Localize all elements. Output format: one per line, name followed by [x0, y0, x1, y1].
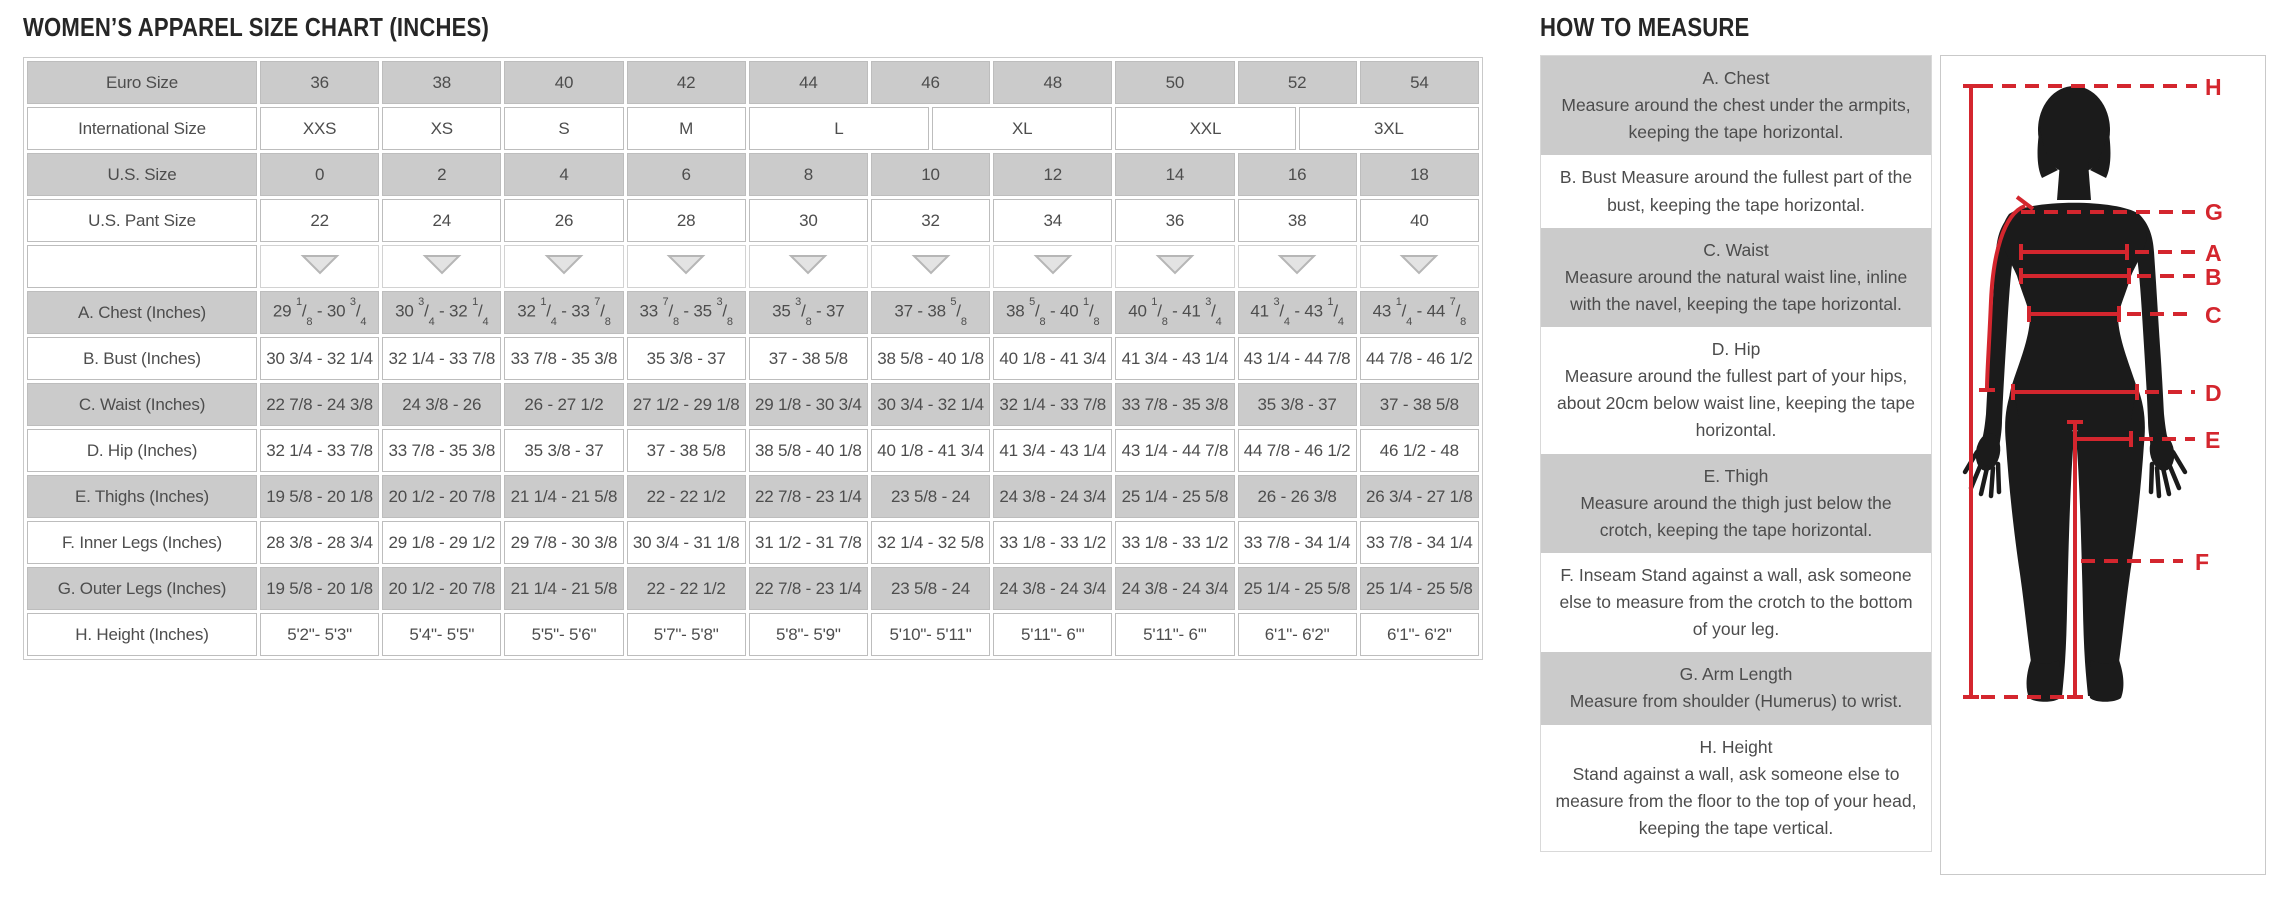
size-cell: 41 3/4 - 43 1/4 — [1115, 337, 1234, 380]
row-label: D. Hip (Inches) — [27, 429, 257, 472]
size-cell: 24 3/8 - 24 3/4 — [1115, 567, 1234, 610]
measurement-diagram-svg — [1941, 56, 2265, 874]
size-cell: 40 1/8 - 41 3/4 — [871, 429, 990, 472]
size-cell: 26 - 26 3/8 — [1238, 475, 1357, 518]
size-cell: XS — [382, 107, 501, 150]
size-cell: 37 - 38 5/8 — [1360, 383, 1479, 426]
size-cell: 16 — [1238, 153, 1357, 196]
size-cell: 6'1"- 6'2" — [1238, 613, 1357, 656]
diagram-letter: G — [2205, 199, 2223, 225]
size-cell: 22 — [260, 199, 379, 242]
size-cell: 35 3/8 - 37 — [627, 337, 746, 380]
size-cell: 6'1"- 6'2" — [1360, 613, 1479, 656]
size-cell: 23 5/8 - 24 — [871, 567, 990, 610]
size-cell: 43 1/4 - 44 7/8 — [1238, 337, 1357, 380]
diagram-letter: F — [2195, 549, 2210, 575]
row-label: H. Height (Inches) — [27, 613, 257, 656]
size-cell: 32 $^1/_4 - 33$ $^7/_8$ — [504, 291, 623, 334]
table-row — [27, 337, 1479, 380]
measure-item-title: A. Chest — [1702, 68, 1770, 88]
table-row — [27, 199, 1479, 242]
size-cell: 28 — [627, 199, 746, 242]
size-cell: 33 7/8 - 34 1/4 — [1238, 521, 1357, 564]
triangle-down-icon — [993, 245, 1112, 288]
size-cell: 54 — [1360, 61, 1479, 104]
size-cell: 44 7/8 - 46 1/2 — [1238, 429, 1357, 472]
size-cell: 40 — [1360, 199, 1479, 242]
row-label: Euro Size — [27, 61, 257, 104]
how-to-measure-title: HOW TO MEASURE — [1540, 12, 1750, 42]
size-cell: 33 7/8 - 35 3/8 — [382, 429, 501, 472]
table-row — [27, 521, 1479, 564]
size-cell: 29 7/8 - 30 3/8 — [504, 521, 623, 564]
diagram-letter: D — [2205, 380, 2222, 406]
table-row — [27, 429, 1479, 472]
row-label: B. Bust (Inches) — [27, 337, 257, 380]
triangle-down-icon — [749, 245, 868, 288]
size-cell: 18 — [1360, 153, 1479, 196]
size-cell: 31 1/2 - 31 7/8 — [749, 521, 868, 564]
size-cell: 29 $^1/_8 - 30$ $^3/_4$ — [260, 291, 379, 334]
size-cell: 30 $^3/_4 - 32$ $^1/_4$ — [382, 291, 501, 334]
triangle-down-icon — [627, 245, 746, 288]
size-cell: 24 3/8 - 26 — [382, 383, 501, 426]
measure-item-title: E. Thigh — [1703, 465, 1769, 486]
size-cell: 24 3/8 - 24 3/4 — [993, 475, 1112, 518]
size-cell: 8 — [749, 153, 868, 196]
size-cell: S — [504, 107, 623, 150]
size-cell: 21 1/4 - 21 5/8 — [504, 567, 623, 610]
size-cell: 50 — [1115, 61, 1234, 104]
size-cell: XXS — [260, 107, 379, 150]
row-label: U.S. Pant Size — [27, 199, 257, 242]
measure-instruction-item: G. Arm Length Measure from shoulder (Humerus) to wrist. — [1541, 652, 1931, 724]
measure-item-title: G. Arm Length — [1679, 664, 1793, 685]
size-cell: 40 $^1/_8 - 41$ $^3/_4$ — [1115, 291, 1234, 334]
size-cell: 12 — [993, 153, 1112, 196]
size-cell: 32 1/4 - 33 7/8 — [260, 429, 379, 472]
size-cell: 35 3/8 - 37 — [1238, 383, 1357, 426]
size-cell: 14 — [1115, 153, 1234, 196]
size-cell: 34 — [993, 199, 1112, 242]
size-cell: 5'4"- 5'5" — [382, 613, 501, 656]
measure-instruction-item: C. Waist Measure around the natural waist line, inline with the navel, keeping the tape horizontal. — [1541, 228, 1931, 327]
size-cell: 5'5"- 5'6" — [504, 613, 623, 656]
size-cell: 5'8"- 5'9" — [749, 613, 868, 656]
table-row — [27, 61, 1479, 104]
size-cell: M — [627, 107, 746, 150]
size-cell: 26 - 27 1/2 — [504, 383, 623, 426]
size-cell: 46 1/2 - 48 — [1360, 429, 1479, 472]
size-cell: 22 - 22 1/2 — [627, 567, 746, 610]
size-cell: 20 1/2 - 20 7/8 — [382, 567, 501, 610]
measure-instructions-list — [1540, 55, 1932, 852]
row-label: G. Outer Legs (Inches) — [27, 567, 257, 610]
size-cell: 43 $^1/_4 - 44$ $^7/_8$ — [1360, 291, 1479, 334]
size-cell: 33 7/8 - 35 3/8 — [504, 337, 623, 380]
diagram-letter: E — [2205, 427, 2221, 453]
size-cell: 35 3/8 - 37 — [504, 429, 623, 472]
measure-instruction-item: E. Thigh Measure around the thigh just below the crotch, keeping the tape horizontal. — [1541, 454, 1931, 553]
size-cell: 6 — [627, 153, 746, 196]
size-cell: 32 1/4 - 32 5/8 — [871, 521, 990, 564]
measure-item-title: B. Bust — [1559, 167, 1617, 188]
size-cell: 32 1/4 - 33 7/8 — [382, 337, 501, 380]
size-cell: 33 1/8 - 33 1/2 — [1115, 521, 1234, 564]
size-cell: 30 3/4 - 32 1/4 — [260, 337, 379, 380]
triangle-down-icon — [504, 245, 623, 288]
how-to-measure-section — [1540, 12, 2268, 875]
table-row — [27, 245, 1479, 288]
diagram-letter: H — [2205, 74, 2222, 100]
size-cell: 38 $^5/_8 - 40$ $^1/_8$ — [993, 291, 1112, 334]
size-cell: 30 3/4 - 31 1/8 — [627, 521, 746, 564]
size-cell: 32 1/4 - 33 7/8 — [993, 383, 1112, 426]
measure-item-title: H. Height — [1699, 736, 1773, 757]
size-cell: 30 — [749, 199, 868, 242]
size-cell: 38 — [382, 61, 501, 104]
size-cell: 19 5/8 - 20 1/8 — [260, 475, 379, 518]
size-cell: 5'7"- 5'8" — [627, 613, 746, 656]
size-cell: 27 1/2 - 29 1/8 — [627, 383, 746, 426]
size-cell: 37 - 38 $^5/_8$ — [871, 291, 990, 334]
size-cell: 25 1/4 - 25 5/8 — [1115, 475, 1234, 518]
triangle-down-icon — [260, 245, 379, 288]
size-cell: 35 $^3/_8 - 37$ — [749, 291, 868, 334]
size-chart-section — [23, 12, 1483, 660]
row-label: A. Chest (Inches) — [27, 291, 257, 334]
measurement-diagram — [1940, 55, 2266, 875]
size-cell: 52 — [1238, 61, 1357, 104]
size-cell: 41 3/4 - 43 1/4 — [993, 429, 1112, 472]
measure-instruction-item: B. Bust Measure around the fullest part of the bust, keeping the tape horizontal. — [1541, 155, 1931, 227]
row-label: International Size — [27, 107, 257, 150]
table-row — [27, 291, 1479, 334]
diagram-letter: C — [2205, 302, 2222, 328]
size-cell: 5'10"- 5'11" — [871, 613, 990, 656]
table-row — [27, 567, 1479, 610]
row-label — [27, 245, 257, 288]
measure-instruction-item: D. Hip Measure around the fullest part of your hips, about 20cm below waist line, keeping the tape horizontal. — [1541, 327, 1931, 454]
size-cell: 21 1/4 - 21 5/8 — [504, 475, 623, 518]
size-cell: 40 — [504, 61, 623, 104]
size-cell: 25 1/4 - 25 5/8 — [1360, 567, 1479, 610]
table-row — [27, 107, 1479, 150]
size-cell: 32 — [871, 199, 990, 242]
size-cell: 19 5/8 - 20 1/8 — [260, 567, 379, 610]
row-label: C. Waist (Inches) — [27, 383, 257, 426]
size-chart-title: WOMEN’S APPAREL SIZE CHART (INCHES) — [23, 12, 489, 42]
size-cell: 41 $^3/_4 - 43$ $^1/_4$ — [1238, 291, 1357, 334]
size-cell: 24 3/8 - 24 3/4 — [993, 567, 1112, 610]
table-row — [27, 383, 1479, 426]
size-cell: 24 — [382, 199, 501, 242]
size-cell: 22 - 22 1/2 — [627, 475, 746, 518]
diagram-letter: B — [2205, 264, 2222, 290]
size-cell: 38 5/8 - 40 1/8 — [871, 337, 990, 380]
size-cell: 5'11"- 6'" — [1115, 613, 1234, 656]
how-to-measure-body — [1540, 55, 2268, 875]
size-cell: 44 — [749, 61, 868, 104]
size-cell: 25 1/4 - 25 5/8 — [1238, 567, 1357, 610]
measure-item-title: D. Hip — [1711, 339, 1761, 359]
row-label: E. Thighs (Inches) — [27, 475, 257, 518]
measure-item-title: F. Inseam — [1560, 564, 1637, 585]
triangle-down-icon — [1360, 245, 1479, 288]
triangle-down-icon — [1238, 245, 1357, 288]
size-cell: 38 — [1238, 199, 1357, 242]
size-cell: 22 7/8 - 24 3/8 — [260, 383, 379, 426]
size-cell: 33 1/8 - 33 1/2 — [993, 521, 1112, 564]
size-cell: 36 — [260, 61, 379, 104]
size-cell: 29 1/8 - 29 1/2 — [382, 521, 501, 564]
measure-instruction-item: A. Chest Measure around the chest under the armpits, keeping the tape horizontal. — [1541, 56, 1931, 155]
size-cell: 48 — [993, 61, 1112, 104]
size-cell: 37 - 38 5/8 — [627, 429, 746, 472]
size-cell: 43 1/4 - 44 7/8 — [1115, 429, 1234, 472]
size-cell: 26 — [504, 199, 623, 242]
size-cell: 22 7/8 - 23 1/4 — [749, 567, 868, 610]
size-chart-table — [23, 57, 1483, 660]
size-cell: 46 — [871, 61, 990, 104]
size-cell: 5'11"- 6'" — [993, 613, 1112, 656]
triangle-down-icon — [1115, 245, 1234, 288]
size-cell: 30 3/4 - 32 1/4 — [871, 383, 990, 426]
triangle-down-icon — [382, 245, 501, 288]
diagram-letter: A — [2205, 240, 2222, 266]
size-cell: 5'2"- 5'3" — [260, 613, 379, 656]
size-cell: L — [749, 107, 929, 150]
table-row — [27, 613, 1479, 656]
table-row — [27, 153, 1479, 196]
size-cell: XXL — [1115, 107, 1295, 150]
size-cell: 26 3/4 - 27 1/8 — [1360, 475, 1479, 518]
measure-instruction-item: H. Height Stand against a wall, ask someone else to measure from the floor to the top of your head, keeping the tape vertical. — [1541, 725, 1931, 852]
size-cell: 33 $^7/_8 - 35$ $^3/_8$ — [627, 291, 746, 334]
size-cell: 44 7/8 - 46 1/2 — [1360, 337, 1479, 380]
measure-item-title: C. Waist — [1703, 239, 1769, 260]
row-label: U.S. Size — [27, 153, 257, 196]
table-row — [27, 475, 1479, 518]
size-cell: 36 — [1115, 199, 1234, 242]
size-cell: 0 — [260, 153, 379, 196]
size-cell: 20 1/2 - 20 7/8 — [382, 475, 501, 518]
size-cell: 33 7/8 - 35 3/8 — [1115, 383, 1234, 426]
size-cell: 29 1/8 - 30 3/4 — [749, 383, 868, 426]
size-cell: 28 3/8 - 28 3/4 — [260, 521, 379, 564]
size-cell: 23 5/8 - 24 — [871, 475, 990, 518]
size-cell: 40 1/8 - 41 3/4 — [993, 337, 1112, 380]
size-cell: 4 — [504, 153, 623, 196]
triangle-down-icon — [871, 245, 990, 288]
size-cell: 37 - 38 5/8 — [749, 337, 868, 380]
size-cell: 2 — [382, 153, 501, 196]
size-cell: 38 5/8 - 40 1/8 — [749, 429, 868, 472]
size-cell: 22 7/8 - 23 1/4 — [749, 475, 868, 518]
row-label: F. Inner Legs (Inches) — [27, 521, 257, 564]
size-cell: 10 — [871, 153, 990, 196]
size-cell: 42 — [627, 61, 746, 104]
size-cell: XL — [932, 107, 1112, 150]
size-cell: 33 7/8 - 34 1/4 — [1360, 521, 1479, 564]
measure-instruction-item: F. Inseam Stand against a wall, ask someone else to measure from the crotch to the bottom of your leg. — [1541, 553, 1931, 652]
size-cell: 3XL — [1299, 107, 1479, 150]
